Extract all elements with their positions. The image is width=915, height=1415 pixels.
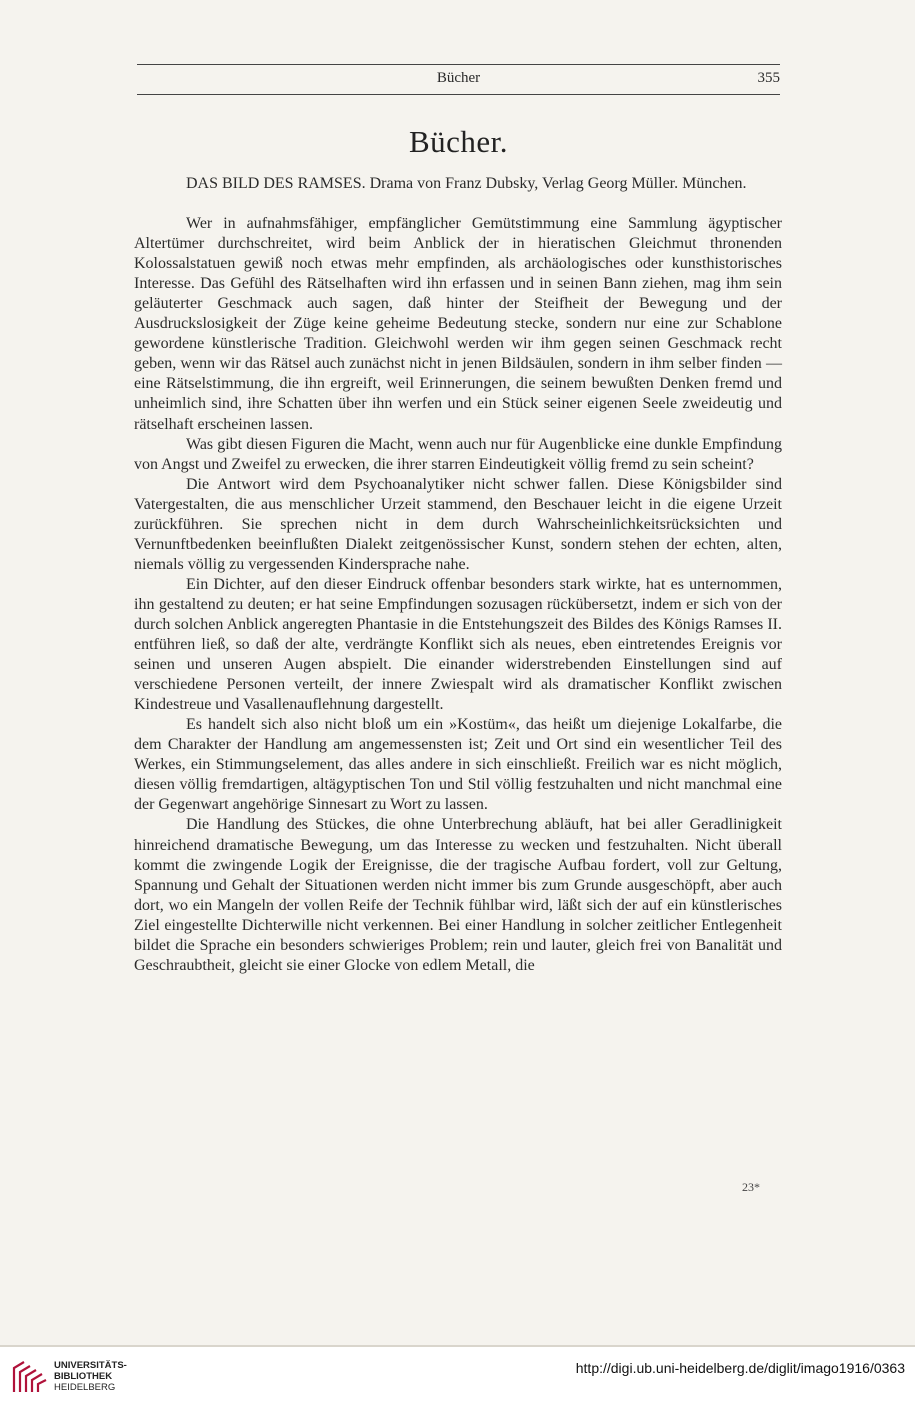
paragraph-2: Was gibt diesen Figuren die Macht, wenn auch nur für Augenblicke eine dunkle Empfindung von Angst und Zweifel zu erwecken, die ihrer starren Eindeutigkeit völlig fremd zu sein scheint? <box>134 435 782 473</box>
library-emblem-icon <box>10 1358 48 1396</box>
paragraph-1: Wer in aufnahmsfähiger, empfänglicher Gemütstimmung eine Sammlung ägyptischer Altertümer durchschreitet, wird beim Anblick der in hieratischen Gleichmut thronenden Kolossalstatuen gewiß noch etwas mehr empfinden, als archäologisches oder kunsthistorisches Interesse. Das Gefühl des Rätselhaften wird ihn erfassen und in seinen Bann ziehen, mag ihm sein geläuterter Geschmack auch sagen, daß hinter der Steifheit der Bewegung und der Ausdruckslosigkeit der Züge keine geheime Bedeutung stecke, sondern nur eine zur Schablone gewordene künstlerische Tradition. Gleichwohl werden wir ihm gegen seinen Geschmack recht geben, wenn wir das Rätsel auch zunächst nicht in jenen Bildsäulen, sondern in ihm selber finden — eine Rätselstimmung, die ihn ergreift, weil Erinnerungen, die seinem bewußten Denken fremd und unheimlich sind, ihre Schatten über ihn werfen und ein Stück seiner eigenen Seele zweideutig und rätselhaft erscheinen lassen. <box>134 215 782 433</box>
running-title: Bücher <box>436 70 481 86</box>
header-rule-top <box>137 64 780 65</box>
library-name <box>54 1360 127 1393</box>
library-name-line1: UNIVERSITÄTS- <box>54 1360 127 1371</box>
body-text <box>134 174 782 976</box>
paragraph-3: Die Antwort wird dem Psychoanalytiker nicht schwer fallen. Diese Königsbilder sind Vatergestalten, die aus menschlicher Urzeit stammend, den Beschauer leicht in die eigene Urzeit zurückführen. Sie sprechen nicht in dem durch Wahrscheinlichkeitsrücksichten und Vernunftbedenken beeinflußten Dialekt zeitgenössischer Kunst, sondern stehen der echten, alten, niemals völlig zu vergessenden Kindersprache nahe. <box>134 475 782 573</box>
book-entry: DAS BILD DES RAMSES. Drama von Franz Dubsky, Verlag Georg Müller. München. <box>186 175 747 192</box>
paragraph-6: Die Handlung des Stückes, die ohne Unterbrechung abläuft, hat bei aller Geradlinigkeit hinreichend dramatische Bewegung, um das Interesse zu wecken und festzuhalten. Nicht überall kommt die zwingende Logik der Ereignisse, die der tragische Aufbau fordert, voll zur Geltung, Spannung und Gehalt der Situationen werden nicht immer bis zum Grunde ausgeschöpft, aber auch dort, wo ein Mangeln der vollen Reife der Technik fühlbar wird, läßt sich der auf ein künstlerisches Ziel eingestellte Dichterwille nicht verkennen. Bei einer Handlung in solcher zeitlicher Entlegenheit bildet die Sprache ein besonders schwieriges Problem; rein und lauter, gleich frei von Banalität und Geschraubtheit, gleicht sie einer Glocke von edlem Metall, die <box>134 816 782 974</box>
paragraph-4: Ein Dichter, auf den dieser Eindruck offenbar besonders stark wirkte, hat es unternommen, ihn gestaltend zu deuten; er hat seine Empfindungen sozusagen rückübersetzt, indem er sich von der durch solchen Anblick angeregten Phantasie in die Entstehungszeit des Bildes des Königs Ramses II. entführen ließ, so daß der alte, verdrängte Konflikt sich als neues, eben eintretendes Ereignis vor seinen und unseren Augen abspielt. Die einander widerstrebenden Einstellungen sind auf verschiedene Personen verteilt, der innere Zwiespalt wird als dramatischer Konflikt zwischen Kindestreue und Vasallenauflehnung dargestellt. <box>134 575 782 714</box>
library-logo[interactable] <box>10 1358 140 1402</box>
library-name-line2: BIBLIOTHEK <box>54 1371 113 1382</box>
section-title: Bücher. <box>408 124 509 159</box>
header-rule-bottom <box>137 94 780 95</box>
page-number: 355 <box>757 70 780 86</box>
paragraph-5: Es handelt sich also nicht bloß um ein »Kostüm«, das heißt um diejenige Lokalfarbe, die dem Charakter der Handlung am angemessensten ist; Zeit und Ort sind ein wesentlicher Teil des Werkes, ein Stimmungselement, das alles andere in sich einschließt. Freilich war es nicht möglich, diesen völlig fremdartigen, altägyptischen Ton und Stil völlig festzuhalten und nicht manchmal eine der Gegenwart angehörige Sinnesart zu Wort zu lassen. <box>134 716 782 814</box>
library-name-line3: HEIDELBERG <box>54 1382 116 1393</box>
sheet-signature: 23* <box>742 1180 760 1194</box>
permalink-url[interactable]: http://digi.ub.uni-heidelberg.de/diglit/imago1916/0363 <box>575 1360 905 1376</box>
